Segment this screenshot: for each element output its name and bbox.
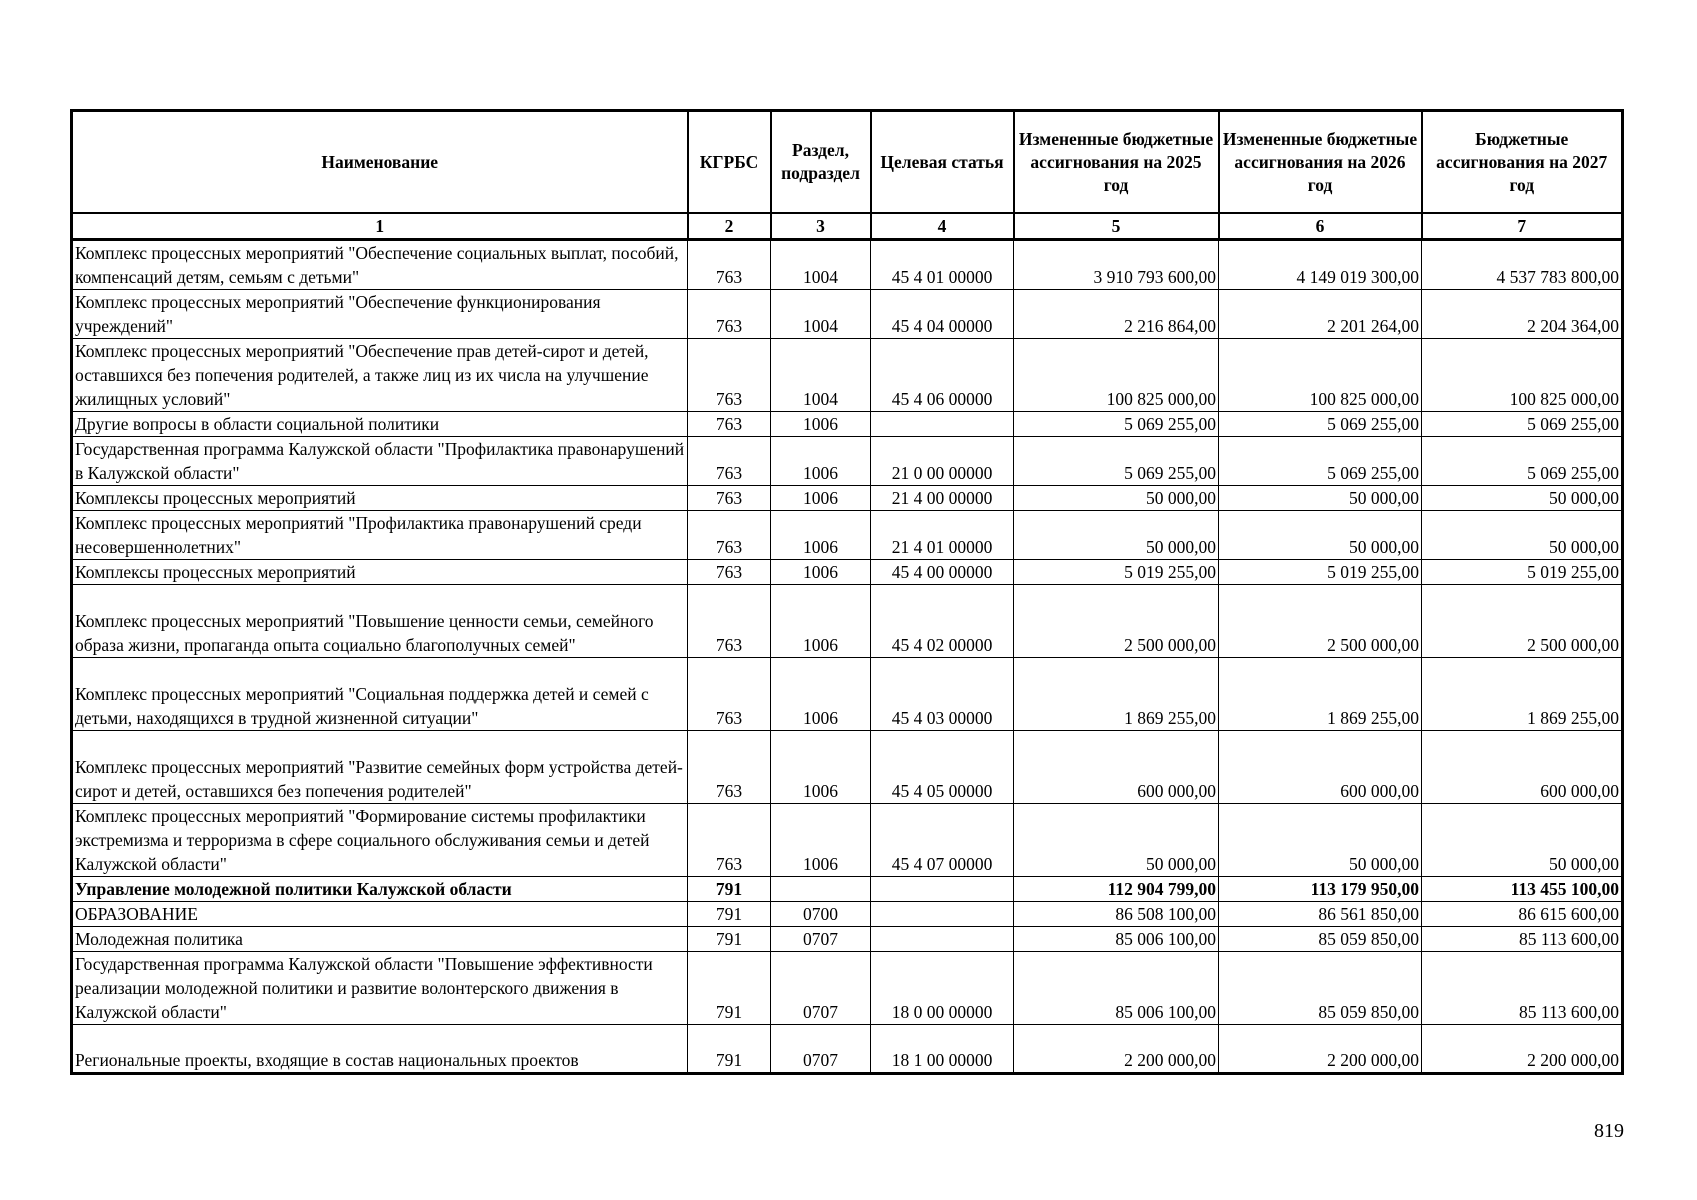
- table-row: [72, 339, 1623, 412]
- column-number: 6: [1219, 213, 1422, 240]
- row-section: 1006: [771, 731, 871, 804]
- row-section: 1006: [771, 804, 871, 877]
- row-kgrbs: 763: [688, 560, 771, 585]
- row-amount-2027: 85 113 600,00: [1422, 927, 1623, 952]
- column-number: 1: [72, 213, 688, 240]
- row-kgrbs: 763: [688, 804, 771, 877]
- row-amount-2027: 2 204 364,00: [1422, 290, 1623, 339]
- table-row: [72, 412, 1623, 437]
- row-amount-2027: 50 000,00: [1422, 511, 1623, 560]
- row-name: Комплекс процессных мероприятий "Обеспечение функционирования учреждений": [72, 290, 688, 339]
- row-amount-2026: 2 201 264,00: [1219, 290, 1422, 339]
- row-amount-2026: 113 179 950,00: [1219, 877, 1422, 902]
- table-row: [72, 952, 1623, 1025]
- table-row: [72, 1025, 1623, 1074]
- header-section: Раздел, подраздел: [771, 111, 871, 214]
- row-amount-2026: 85 059 850,00: [1219, 952, 1422, 1025]
- row-amount-2025: 5 069 255,00: [1014, 437, 1219, 486]
- row-section: 0707: [771, 1025, 871, 1074]
- row-kgrbs: 791: [688, 927, 771, 952]
- row-name: Комплекс процессных мероприятий "Формирование системы профилактики экстремизма и терроризма в сфере социального обслуживания семьи и детей Калужской области": [72, 804, 688, 877]
- column-number: 3: [771, 213, 871, 240]
- row-amount-2025: 100 825 000,00: [1014, 339, 1219, 412]
- row-kgrbs: 791: [688, 952, 771, 1025]
- row-amount-2025: 50 000,00: [1014, 804, 1219, 877]
- row-name: Комплекс процессных мероприятий "Профилактика правонарушений среди несовершеннолетних": [72, 511, 688, 560]
- row-name: Комплекс процессных мероприятий "Развитие семейных форм устройства детей-сирот и детей, оставшихся без попечения родителей": [72, 731, 688, 804]
- row-amount-2025: 2 500 000,00: [1014, 585, 1219, 658]
- row-amount-2025: 2 200 000,00: [1014, 1025, 1219, 1074]
- row-target-article: 45 4 05 00000: [871, 731, 1014, 804]
- row-amount-2026: 4 149 019 300,00: [1219, 240, 1422, 290]
- row-amount-2025: 5 069 255,00: [1014, 412, 1219, 437]
- row-name: ОБРАЗОВАНИЕ: [72, 902, 688, 927]
- row-amount-2027: 50 000,00: [1422, 804, 1623, 877]
- row-amount-2026: 5 069 255,00: [1219, 412, 1422, 437]
- budget-table: [70, 109, 1624, 1075]
- row-amount-2026: 5 069 255,00: [1219, 437, 1422, 486]
- header-2026: Измененные бюджетные ассигнования на 2026 год: [1219, 111, 1422, 214]
- row-amount-2025: 85 006 100,00: [1014, 927, 1219, 952]
- budget-document: [70, 109, 1621, 1075]
- row-section: 1006: [771, 658, 871, 731]
- table-row: [72, 877, 1623, 902]
- row-section: 0707: [771, 927, 871, 952]
- row-amount-2027: 5 019 255,00: [1422, 560, 1623, 585]
- row-section: 1006: [771, 560, 871, 585]
- row-kgrbs: 763: [688, 412, 771, 437]
- row-amount-2026: 100 825 000,00: [1219, 339, 1422, 412]
- header-row: [72, 111, 1623, 214]
- header-2027: Бюджетные ассигнования на 2027 год: [1422, 111, 1623, 214]
- row-section: 1006: [771, 511, 871, 560]
- table-row: [72, 927, 1623, 952]
- row-name: Государственная программа Калужской области "Повышение эффективности реализации молодежной политики и развитие волонтерского движения в Калужской области": [72, 952, 688, 1025]
- row-target-article: [871, 927, 1014, 952]
- row-name: Другие вопросы в области социальной политики: [72, 412, 688, 437]
- row-amount-2025: 112 904 799,00: [1014, 877, 1219, 902]
- row-amount-2025: 3 910 793 600,00: [1014, 240, 1219, 290]
- row-target-article: 45 4 06 00000: [871, 339, 1014, 412]
- row-target-article: 45 4 02 00000: [871, 585, 1014, 658]
- row-amount-2027: 1 869 255,00: [1422, 658, 1623, 731]
- row-kgrbs: 763: [688, 658, 771, 731]
- row-kgrbs: 763: [688, 511, 771, 560]
- table-row: [72, 902, 1623, 927]
- row-target-article: [871, 902, 1014, 927]
- row-amount-2027: 100 825 000,00: [1422, 339, 1623, 412]
- row-amount-2025: 2 216 864,00: [1014, 290, 1219, 339]
- row-section: 0700: [771, 902, 871, 927]
- row-kgrbs: 791: [688, 877, 771, 902]
- row-target-article: 18 0 00 00000: [871, 952, 1014, 1025]
- row-target-article: 45 4 03 00000: [871, 658, 1014, 731]
- table-row: [72, 585, 1623, 658]
- row-target-article: 45 4 07 00000: [871, 804, 1014, 877]
- row-amount-2025: 86 508 100,00: [1014, 902, 1219, 927]
- row-name: Региональные проекты, входящие в состав национальных проектов: [72, 1025, 688, 1074]
- row-section: 0707: [771, 952, 871, 1025]
- column-number: 5: [1014, 213, 1219, 240]
- row-kgrbs: 763: [688, 290, 771, 339]
- row-name: Комплекс процессных мероприятий "Обеспечение социальных выплат, пособий, компенсаций детям, семьям с детьми": [72, 240, 688, 290]
- row-kgrbs: 763: [688, 339, 771, 412]
- row-name: Комплексы процессных мероприятий: [72, 486, 688, 511]
- row-name: Комплексы процессных мероприятий: [72, 560, 688, 585]
- row-name: Молодежная политика: [72, 927, 688, 952]
- page-number: 819: [1594, 1120, 1624, 1142]
- row-amount-2026: 85 059 850,00: [1219, 927, 1422, 952]
- row-kgrbs: 763: [688, 585, 771, 658]
- row-amount-2027: 600 000,00: [1422, 731, 1623, 804]
- row-kgrbs: 763: [688, 731, 771, 804]
- row-amount-2026: 600 000,00: [1219, 731, 1422, 804]
- row-amount-2027: 113 455 100,00: [1422, 877, 1623, 902]
- table-body: [72, 240, 1623, 1074]
- row-amount-2026: 2 200 000,00: [1219, 1025, 1422, 1074]
- header-2025: Измененные бюджетные ассигнования на 2025 год: [1014, 111, 1219, 214]
- row-amount-2027: 2 200 000,00: [1422, 1025, 1623, 1074]
- row-amount-2026: 1 869 255,00: [1219, 658, 1422, 731]
- column-number: 7: [1422, 213, 1623, 240]
- column-number: 2: [688, 213, 771, 240]
- row-section: 1006: [771, 486, 871, 511]
- row-amount-2026: 50 000,00: [1219, 511, 1422, 560]
- row-kgrbs: 763: [688, 486, 771, 511]
- table-row: [72, 437, 1623, 486]
- row-name: Государственная программа Калужской области "Профилактика правонарушений в Калужской области": [72, 437, 688, 486]
- table-row: [72, 658, 1623, 731]
- table-row: [72, 731, 1623, 804]
- row-target-article: 45 4 01 00000: [871, 240, 1014, 290]
- row-section: 1006: [771, 437, 871, 486]
- row-amount-2027: 50 000,00: [1422, 486, 1623, 511]
- row-amount-2027: 2 500 000,00: [1422, 585, 1623, 658]
- row-section: 1004: [771, 240, 871, 290]
- row-kgrbs: 763: [688, 240, 771, 290]
- header-kgrbs: КГРБС: [688, 111, 771, 214]
- row-section: 1006: [771, 412, 871, 437]
- row-amount-2025: 50 000,00: [1014, 486, 1219, 511]
- column-number: 4: [871, 213, 1014, 240]
- row-target-article: 45 4 04 00000: [871, 290, 1014, 339]
- column-number-row: [72, 213, 1623, 240]
- row-amount-2025: 5 019 255,00: [1014, 560, 1219, 585]
- row-amount-2026: 5 019 255,00: [1219, 560, 1422, 585]
- row-amount-2026: 50 000,00: [1219, 804, 1422, 877]
- row-amount-2027: 5 069 255,00: [1422, 437, 1623, 486]
- row-section: 1006: [771, 585, 871, 658]
- row-amount-2025: 85 006 100,00: [1014, 952, 1219, 1025]
- row-section: 1004: [771, 339, 871, 412]
- row-amount-2027: 85 113 600,00: [1422, 952, 1623, 1025]
- row-target-article: 45 4 00 00000: [871, 560, 1014, 585]
- table-row: [72, 290, 1623, 339]
- row-section: [771, 877, 871, 902]
- row-target-article: [871, 877, 1014, 902]
- row-section: 1004: [771, 290, 871, 339]
- row-amount-2027: 86 615 600,00: [1422, 902, 1623, 927]
- row-kgrbs: 763: [688, 437, 771, 486]
- row-amount-2026: 2 500 000,00: [1219, 585, 1422, 658]
- table-row: [72, 486, 1623, 511]
- row-name: Комплекс процессных мероприятий "Повышение ценности семьи, семейного образа жизни, пропаганда опыта социально благополучных семей": [72, 585, 688, 658]
- row-target-article: 21 0 00 00000: [871, 437, 1014, 486]
- header-target-article: Целевая статья: [871, 111, 1014, 214]
- table-row: [72, 560, 1623, 585]
- row-amount-2027: 4 537 783 800,00: [1422, 240, 1623, 290]
- row-target-article: 21 4 01 00000: [871, 511, 1014, 560]
- row-kgrbs: 791: [688, 902, 771, 927]
- row-amount-2025: 1 869 255,00: [1014, 658, 1219, 731]
- row-name: Комплекс процессных мероприятий "Обеспечение прав детей-сирот и детей, оставшихся без попечения родителей, а также лиц из их числа на улучшение жилищных условий": [72, 339, 688, 412]
- row-amount-2027: 5 069 255,00: [1422, 412, 1623, 437]
- table-row: [72, 240, 1623, 290]
- row-amount-2025: 50 000,00: [1014, 511, 1219, 560]
- row-target-article: 21 4 00 00000: [871, 486, 1014, 511]
- row-amount-2026: 50 000,00: [1219, 486, 1422, 511]
- table-row: [72, 511, 1623, 560]
- header-name: Наименование: [72, 111, 688, 214]
- row-amount-2025: 600 000,00: [1014, 731, 1219, 804]
- row-kgrbs: 791: [688, 1025, 771, 1074]
- row-name: Управление молодежной политики Калужской области: [72, 877, 688, 902]
- row-target-article: 18 1 00 00000: [871, 1025, 1014, 1074]
- table-row: [72, 804, 1623, 877]
- row-name: Комплекс процессных мероприятий "Социальная поддержка детей и семей с детьми, находящихся в трудной жизненной ситуации": [72, 658, 688, 731]
- row-target-article: [871, 412, 1014, 437]
- row-amount-2026: 86 561 850,00: [1219, 902, 1422, 927]
